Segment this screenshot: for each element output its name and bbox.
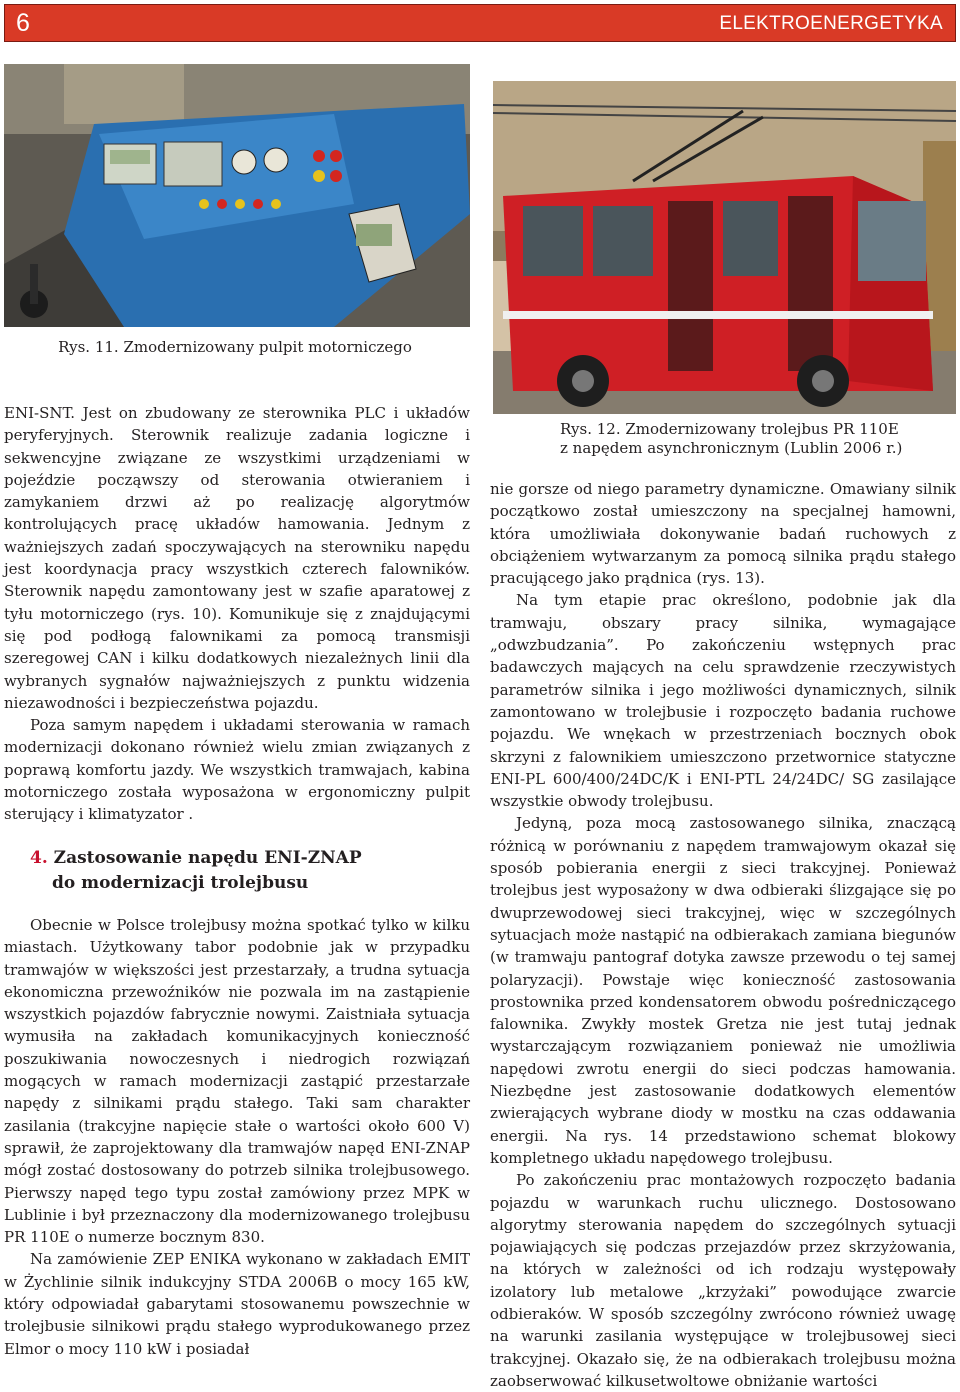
paragraph: ENI-SNT. Jest on zbudowany ze sterownika PLC i układów peryferyjnych. Sterownik realizuje zadania logiczne i sekwencyjne związane ze wszystkimi urządzeniami w pojeździe począwszy od sterowania otwieraniem i zamykaniem drzwi aż po realizację algorytmów kontrolujących pracę układów hamowania. Jednym z ważniejszych zadań spoczywających na sterowniku napędu jest koordynacja pracy wszystkich czterech falowników. Sterownik napędu zamontowany jest w szafie aparatowej z tyłu motorniczego (rys. 10). Komunikuje się z znajdującymi się pod podłogą falownikami za pomocą transmisji szeregowej CAN i kilku dodatkowych niezależnych linii dla wybranych sygnałów najważniejszych z punktu widzenia niezawodności i bezpieczeństwa pojazdu. bbox=[4, 404, 470, 712]
paragraph: Na zamówienie ZEP ENIKA wykonano w zakładach EMIT w Żychlinie silnik indukcyjny STDA 2006B o mocy 165 kW, który odpowiadał gabarytami stosowanemu powszechnie w trolejbusie silnikowi prądu stałego wyprodukowanego przez Elmor o mocy 110 kW i posiadał bbox=[4, 1250, 470, 1358]
figure-caption-12 bbox=[560, 420, 902, 458]
section-title: ELEKTROENERGETYKA bbox=[719, 13, 943, 34]
figure-trolleybus-photo bbox=[493, 81, 956, 414]
paragraph: Po zakończeniu prac montażowych rozpoczęto badania pojazdu w warunkach ruchu ulicznego. Dostosowano algorytmy sterowania napędem do szczególnych sytuacji pojawiających się podczas przejazdów przez skrzyżowania, na których w zależności od ich rodzaju występowały izolatory lub metalowe „krzyżaki” powodujące zwarcie odbieraków. W sposób szczególny zwrócono również uwagę na warunki zasilania występujące w trolejbusowej sieci trakcyjnej. Okazało się, że na odbierakach trolejbusu można zaobserwować kilkusetwoltowe obniżanie wartości bbox=[490, 1171, 956, 1390]
paragraph: Obecnie w Polsce trolejbusy można spotkać tylko w kilku miastach. Użytkowany tabor podobnie jak w przypadku tramwajów w większości jest przestarzały, a trudna sytuacja ekonomiczna przewoźników nie pozwala im na zastąpienie wszystkich pojazdów fabrycznie nowymi. Zaistniała sytuacja wymusiła na zakładach komunikacyjnych konieczność poszukiwania nowoczesnych i niedrogich rozwiązań mogących w ramach modernizacji zastąpić przestarzałe napędy z silnikami prądu stałego. Taki sam charakter zasilania (trakcyjne napięcie stałe o wartości około 600 V) sprawił, że zaprojektowany dla tramwajów napęd ENI-ZNAP mógł zostać dostosowany do potrzeb silnika trolejbusowego. Pierwszy napęd tego typu został zamówiony przez MPK w Lublinie i był przeznaczony dla modernizowanego trolejbusu PR 110E o numerze bocznym 830. bbox=[4, 916, 470, 1247]
section-heading-number: 4. bbox=[30, 848, 48, 868]
paragraph: Poza samym napędem i układami sterowania w ramach modernizacji dokonano również wielu zmian związanych z poprawą komfortu jazdy. We wszystkich tramwajach, kabina motorniczego została wyposażona w ergonomiczny pulpit sterujący i klimatyzator . bbox=[4, 716, 470, 824]
section-heading-line1: Zastosowanie napędu ENI-ZNAP bbox=[53, 848, 362, 868]
paragraph: Na tym etapie prac określono, podobnie jak dla tramwaju, obszary pracy silnika, wymagające „odwzbudzania”. Po zakończeniu wstępnych prac badawczych mających na celu sprawdzenie rzeczywistych parametrów silnika i jego możliwości dynamicznych, silnik zamontowano w trolejbusie i rozpoczęto badania ruchowe pojazdu. We wnękach w przestrzeniach bocznych obok skrzyni z falownikiem umieszczono przetwornice statyczne ENI-PL 600/400/24DC/K i ENI-PTL 24/24DC/ SG zasilające wszystkie obwody trolejbusu. bbox=[490, 591, 956, 811]
paragraph: Jedyną, poza mocą zastosowanego silnika, znaczącą różnicą w porównaniu z napędem tramwajowym okazał się sposób pobierania energii z sieci trakcyjnej. Ponieważ trolejbus jest wyposażony w dwa odbieraki ślizgające się po dwuprzewodowej sieci trakcyjnej, więc w szczególnych sytuacjach może nastąpić na odbierakach zamiana biegunów (w tramwaju pantograf dotyka zawsze przewodu o tej samej polaryzacji). Powstaje więc konieczność zastosowania prostownika przed kondensatorem obwodu pośredniczącego falownika. Zwykły mostek Gretza nie jest tutaj jednak wystarczającym rozwiązaniem ponieważ nie umożliwia napędowi zwrotu energii do sieci podczas hamowania. Niezbędne jest zastosowanie dodatkowych elementów zwierających wybrane diody w mostku na czas oddawania energii. Na rys. 14 przedstawiono schemat blokowy kompletnego układu napędowego trolejbusu. bbox=[490, 814, 956, 1167]
figure-caption-12-line2: z napędem asynchronicznym (Lublin 2006 r.) bbox=[560, 439, 903, 457]
figure-caption-11: Rys. 11. Zmodernizowany pulpit motorniczego bbox=[58, 338, 412, 356]
page-number: 6 bbox=[16, 9, 30, 37]
page-header bbox=[4, 4, 956, 42]
paragraph: nie gorsze od niego parametry dynamiczne. Omawiany silnik początkowo został umieszczony na specjalnej hamowni, która umożliwiała dokonywanie badań ruchowych z obciążeniem wytwarzanym za pomocą silnika prądu stałego pracującego jako prądnica (rys. 13). bbox=[490, 480, 956, 588]
left-column-bottom bbox=[4, 914, 470, 1360]
left-column-top bbox=[4, 402, 470, 826]
right-column bbox=[490, 478, 956, 1392]
section-heading-line2: do modernizacji trolejbusu bbox=[52, 873, 309, 893]
figure-control-desk-photo bbox=[4, 64, 470, 327]
figure-caption-12-line1: Rys. 12. Zmodernizowany trolejbus PR 110E bbox=[560, 420, 899, 438]
section-heading bbox=[30, 846, 450, 896]
